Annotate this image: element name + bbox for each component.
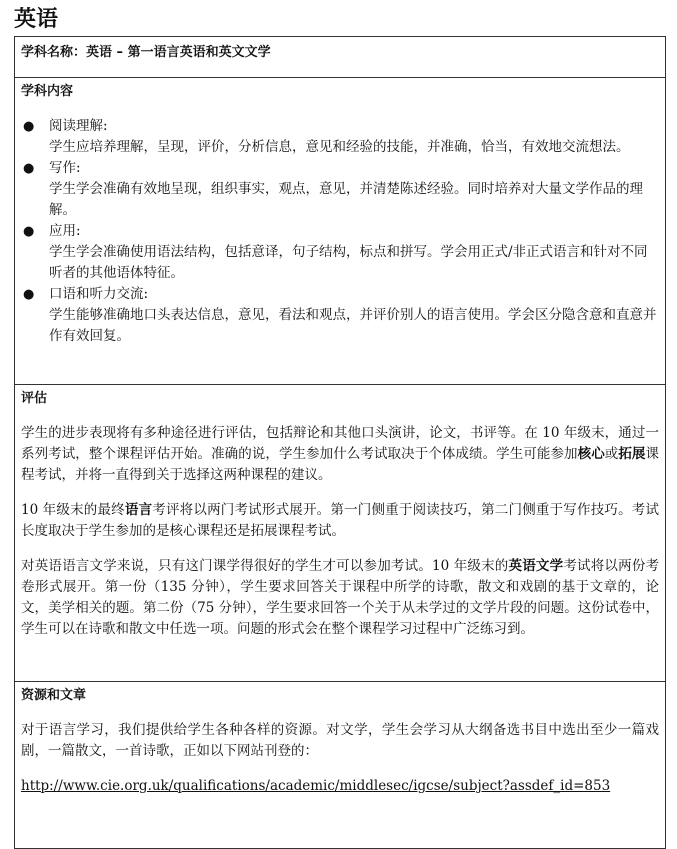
subject-name-row	[15, 37, 665, 77]
list-item	[21, 116, 659, 158]
p1-extended-bold: 拓展	[618, 446, 646, 462]
subject-name-label: 学科名称	[21, 45, 74, 60]
p1-text-a: 学生的进步表现将有多种途径进行评估，包括辩论和其他口头演讲，论文，书评等。在 10 年级末，通过一系列考试，整个课程评估开始。准确的说，学生参加什么考试取决于个体成绩。学生可能参加	[21, 425, 659, 462]
subject-table	[14, 36, 666, 849]
bullet-icon: ●	[23, 161, 35, 176]
assessment-paragraph-3	[21, 556, 659, 640]
resources-heading: 资源和文章	[21, 688, 87, 703]
list-item-desc: 学生应培养理解，呈现，评价，分析信息，意见和经验的技能，并准确，恰当，有效地交流想法。	[49, 139, 630, 155]
p1-text-d: 课程考试，并将一直得到关于选择这两种课程的建议。	[21, 446, 660, 483]
content-heading: 学科内容	[21, 84, 74, 99]
assessment-paragraph-1	[21, 423, 659, 486]
p2-text-a: 10 年级末的最终	[21, 502, 125, 518]
resources-section	[15, 681, 665, 848]
p2-language-bold: 语言	[124, 502, 153, 518]
list-item-title: 写作:	[49, 160, 81, 176]
p1-core-bold: 核心	[577, 446, 605, 462]
list-item-title: 阅读理解:	[49, 118, 108, 134]
p3-text-a: 对英语语言文学来说，只有这门课学得很好的学生才可以参加考试。10 年级末的	[21, 558, 509, 574]
bullet-icon: ●	[23, 119, 35, 134]
list-item	[21, 158, 659, 221]
p2-text-c: 考评将以两门考试形式展开。第一门侧重于阅读技巧，第二门侧重于写作技巧。考试长度取决于学生参加的是核心课程还是拓展课程考试。	[21, 502, 659, 539]
list-item	[21, 284, 659, 347]
subject-name-colon: ：	[73, 45, 87, 60]
p3-text-c: 考试将以两份考卷形式展开。第一份（135 分钟），学生要求回答关于课程中所学的诗歌，散文和戏剧的基于文章的，论文，美学相关的题。第二份（75 分钟），学生要求回答一个关于从未学过的文学片段的问题。这份试卷中，学生可以在诗歌和散文中任选一项。问题的形式会在整个课程学习过程中广泛练习到。	[21, 558, 660, 637]
list-item-desc: 学生学会准确使用语法结构，包括意译，句子结构，标点和拼写。学会用正式/非正式语言和针对不同听者的其他语体特征。	[49, 244, 648, 281]
list-item-desc: 学生能够准确地口头表达信息，意见，看法和观点，并评价别人的语言使用。学会区分隐含意和直意并作有效回复。	[49, 307, 657, 344]
resources-paragraph: 对于语言学习，我们提供给学生各种各样的资源。对文学，学生会学习从大纲备选书目中选出至少一篇戏剧，一篇散文，一首诗歌，正如以下网站刊登的：	[21, 722, 659, 759]
content-list	[21, 116, 659, 347]
list-item-title: 口语和听力交流:	[49, 286, 149, 302]
bullet-icon: ●	[23, 224, 35, 239]
p1-text-c: 或	[604, 446, 619, 462]
assessment-section	[15, 384, 665, 681]
subject-name-value: 英语 – 第一语言英语和英文文学	[86, 45, 271, 60]
list-item-title: 应用:	[49, 223, 81, 239]
bullet-icon: ●	[23, 287, 35, 302]
p3-literature-bold: 英语文学	[508, 558, 564, 574]
content-section	[15, 77, 665, 384]
assessment-heading: 评估	[21, 391, 48, 406]
assessment-paragraph-2	[21, 500, 659, 542]
page-title: 英语	[14, 7, 59, 32]
list-item	[21, 221, 659, 284]
cie-syllabus-link[interactable]: http://www.cie.org.uk/qualifications/academic/middlesec/igcse/subject?assdef_id=853	[21, 778, 611, 794]
list-item-desc: 学生学会准确有效地呈现，组织事实，观点，意见，并清楚陈述经验。同时培养对大量文学作品的理解。	[49, 181, 643, 218]
